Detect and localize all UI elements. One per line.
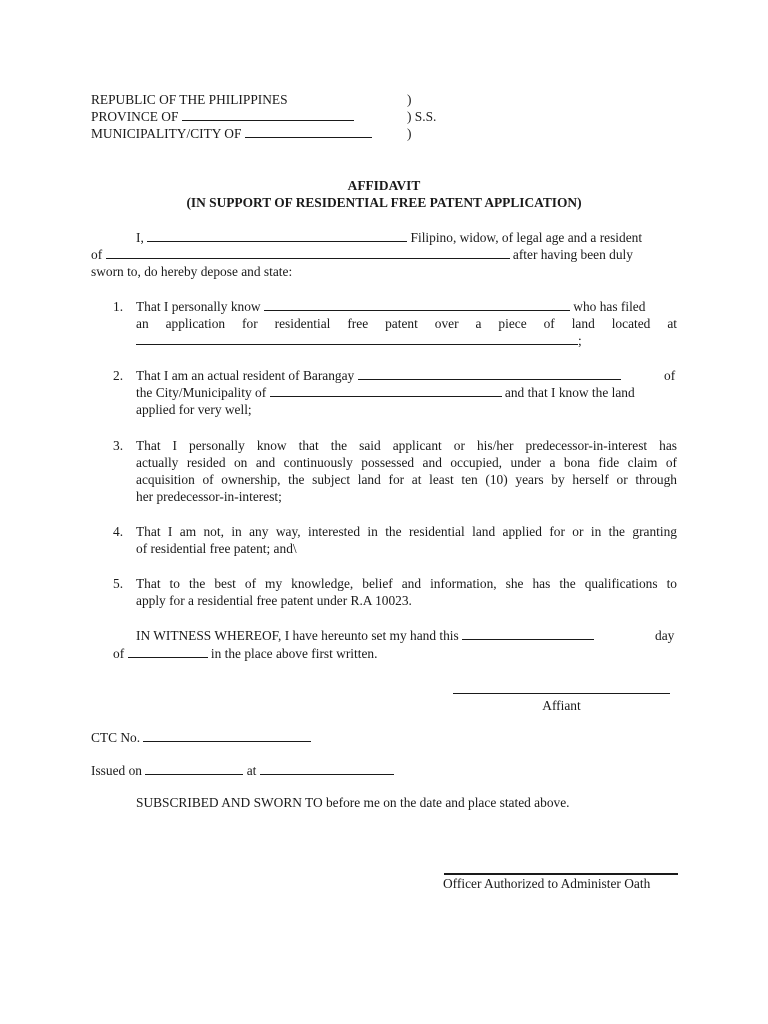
ctc-line: CTC No. (91, 729, 311, 746)
header-municipality: MUNICIPALITY/CITY OF (91, 125, 372, 142)
header-republic: REPUBLIC OF THE PHILIPPINES (91, 92, 288, 107)
intro-line-1: I, Filipino, widow, of legal age and a resident (136, 230, 643, 245)
header-province: PROVINCE OF (91, 108, 354, 125)
item-3-line-4: her predecessor-in-interest; (136, 489, 282, 504)
intro-line-2: of after having been duly (91, 247, 633, 262)
municipality-blank[interactable] (245, 125, 372, 138)
intro-line-3: sworn to, do hereby depose and state: (91, 264, 293, 279)
item-3-line-2: actually resided on and continuously possessed and occupied, under a bona fide claim of (136, 455, 677, 470)
witness-line-1: IN WITNESS WHEREOF, I have hereunto set my hand this (136, 627, 594, 644)
item-4-number: 4. (113, 524, 124, 539)
day-blank[interactable] (462, 627, 594, 640)
item-2-line-1: That I am an actual resident of Barangay (136, 367, 621, 384)
officer-label: Officer Authorized to Administer Oath (443, 876, 651, 891)
subscribed-line: SUBSCRIBED AND SWORN TO before me on the date and place stated above. (136, 795, 570, 810)
item-4-line-2: of residential free patent; and\ (136, 541, 297, 556)
city-municipality-blank[interactable] (270, 384, 502, 397)
item-3-line-3: acquisition of ownership, the subject land for at least ten (10) years by herself or through (136, 472, 677, 487)
affiant-name-blank[interactable] (147, 229, 407, 242)
item-3-number: 3. (113, 438, 124, 453)
item-2-of: of (664, 368, 676, 383)
issued-line: Issued on at (91, 762, 394, 779)
applicant-name-blank[interactable] (264, 298, 570, 311)
residence-blank[interactable] (106, 246, 510, 259)
header-ss: ) S.S. (407, 109, 437, 124)
item-3-line-1: That I personally know that the said applicant or his/her predecessor-in-interest has (136, 438, 677, 453)
item-2-line-3: applied for very well; (136, 402, 252, 417)
province-blank[interactable] (182, 108, 354, 121)
item-2-line-2: the City/Municipality of and that I know the land (136, 385, 635, 400)
affiant-signature-line[interactable] (453, 693, 670, 694)
month-blank[interactable] (128, 645, 208, 658)
issued-place-blank[interactable] (260, 762, 394, 775)
issued-date-blank[interactable] (145, 762, 243, 775)
barangay-blank[interactable] (358, 367, 621, 380)
item-4-line-1: That I am not, in any way, interested in the residential land applied for or in the granting (136, 524, 677, 539)
item-5-line-2: apply for a residential free patent under R.A 10023. (136, 593, 412, 608)
land-location-blank[interactable] (136, 332, 578, 345)
item-5-number: 5. (113, 576, 124, 591)
title-subtitle: (IN SUPPORT OF RESIDENTIAL FREE PATENT APPLICATION) (186, 195, 582, 210)
item-1-number: 1. (113, 299, 124, 314)
item-1-line-2: an application for residential free patent over a piece of land located at (136, 316, 677, 331)
title-affidavit: AFFIDAVIT (347, 178, 421, 193)
header-paren-3: ) (407, 126, 412, 141)
header-paren-1: ) (407, 92, 412, 107)
witness-day: day (655, 628, 675, 643)
item-1-line-1: That I personally know who has filed (136, 299, 646, 314)
affiant-label: Affiant (542, 698, 581, 713)
ctc-number-blank[interactable] (143, 729, 311, 742)
item-5-line-1: That to the best of my knowledge, belief and information, she has the qualifications to (136, 576, 677, 591)
witness-line-2: of in the place above first written. (113, 646, 378, 661)
item-2-number: 2. (113, 368, 124, 383)
item-1-line-3: ; (136, 332, 582, 349)
